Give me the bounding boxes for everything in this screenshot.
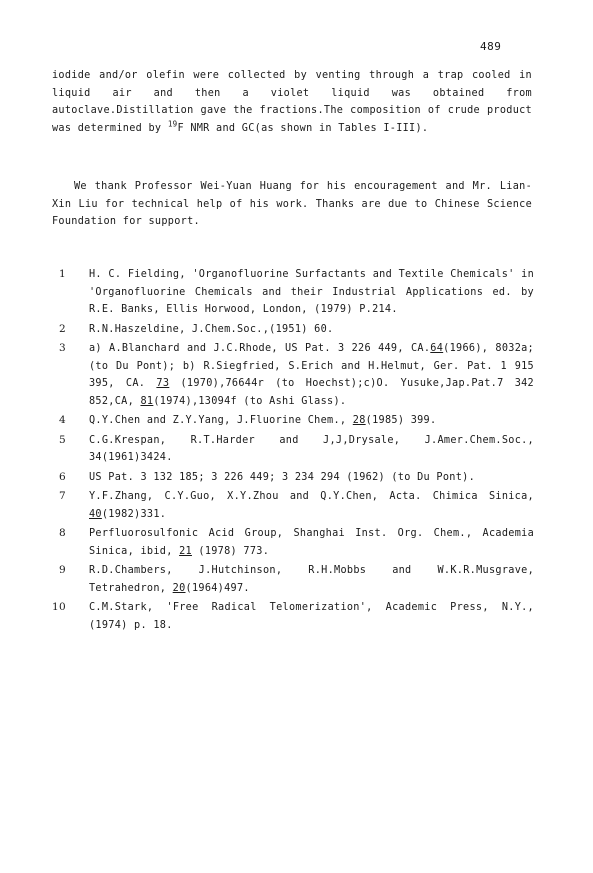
intro-paragraph: [52, 67, 532, 137]
superscript-19: 19: [167, 119, 178, 129]
intro-text-after-superscript: F NMR and GC(as shown in Tables I-III).: [177, 122, 429, 134]
reference-text: [89, 340, 534, 410]
reference-number: 5: [59, 433, 66, 446]
reference-text-segment: (1974),13094f (to Ashi Glass).: [153, 395, 347, 407]
reference-item: [52, 321, 534, 339]
reference-text: [89, 321, 534, 339]
reference-number: 3: [59, 342, 66, 354]
reference-item: [52, 432, 534, 467]
reference-volume-underlined: 21: [179, 545, 192, 557]
reference-text-segment: C.G.Krespan, R.T.Harder and J,J,Drysale, J.Amer.Chem.Soc., 34(1961)3424.: [89, 434, 534, 463]
reference-volume-underlined: 28: [352, 415, 366, 426]
reference-text-segment: a) A.Blanchard and J.C.Rhode, US Pat. 3 226 449, CA.: [89, 343, 431, 354]
reference-text-segment: Y.F.Zhang, C.Y.Guo, X.Y.Zhou and Q.Y.Chen, Acta. Chimica Sinica,: [89, 491, 534, 502]
reference-number: 4: [59, 414, 66, 426]
reference-item: [52, 469, 534, 487]
reference-text: [89, 266, 534, 319]
reference-list: [52, 266, 534, 636]
reference-volume-underlined: 20: [172, 582, 186, 594]
reference-volume-underlined: 81: [140, 395, 154, 407]
reference-text: [89, 412, 534, 430]
reference-text-segment: (1964)497.: [185, 582, 250, 594]
reference-item: [52, 266, 534, 319]
acknowledgement-paragraph: We thank Professor Wei-Yuan Huang for his encouragement and Mr. Lian-Xin Liu for technical help of his work. Thanks are due to Chinese Science Foundation for support.: [52, 181, 532, 227]
reference-item: [52, 488, 534, 523]
reference-text-segment: (1978) 773.: [191, 545, 270, 557]
page-number: 489: [480, 40, 502, 53]
reference-text-segment: (1970),76644r (to Hoechst);c)O. Yusuke,Jap.Pat.7 342 852,CA,: [89, 378, 534, 407]
reference-text-segment: Perfluorosulfonic Acid Group, Shanghai Inst. Org. Chem., Academia Sinica, ibid,: [89, 528, 534, 557]
reference-text: [89, 469, 534, 487]
reference-text: [89, 432, 534, 467]
reference-item: [52, 562, 534, 597]
reference-number: 10: [52, 601, 66, 613]
reference-item: [52, 340, 534, 410]
reference-text-segment: R.D.Chambers, J.Hutchinson, R.H.Mobbs and W.K.R.Musgrave, Tetrahedron,: [89, 565, 534, 594]
reference-text: [89, 599, 534, 634]
reference-text-segment: H. C. Fielding, 'Organofluorine Surfactants and Textile Chemicals' in 'Organofluorine Chemicals and their Industrial Applications ed. by R.E. Banks, Ellis Horwood, London, (1979) P.214.: [89, 269, 534, 315]
reference-text-segment: C.M.Stark, 'Free Radical Telomerization', Academic Press, N.Y., (1974) p. 18.: [89, 602, 534, 631]
reference-number: 9: [59, 564, 66, 576]
reference-text-segment: (1985) 399.: [365, 415, 437, 426]
reference-item: [52, 599, 534, 634]
reference-number: 7: [59, 490, 66, 502]
reference-text: [89, 488, 534, 523]
reference-item: [52, 412, 534, 430]
reference-item: [52, 525, 534, 560]
reference-text-segment: R.N.Haszeldine, J.Chem.Soc.,(1951) 60.: [89, 323, 334, 335]
reference-text-segment: (1982)331.: [101, 508, 167, 520]
reference-text: [89, 525, 534, 560]
reference-volume-underlined: 40: [89, 508, 102, 520]
reference-number: 1: [59, 268, 66, 280]
reference-text: [89, 562, 534, 597]
reference-text-segment: Q.Y.Chen and Z.Y.Yang, J.Fluorine Chem.,: [89, 415, 353, 426]
reference-volume-underlined: 73: [156, 378, 170, 389]
reference-number: 8: [59, 527, 66, 539]
reference-text-segment: US Pat. 3 132 185; 3 226 449; 3 234 294 (1962) (to Du Pont).: [89, 471, 476, 483]
reference-volume-underlined: 64: [430, 343, 444, 354]
reference-text-segment: (1966), 8032a; (to Du Pont); b) R.Siegfried, S.Erich and H.Helmut, Ger. Pat. 1 915 395, CA.: [89, 343, 534, 389]
intro-text-before-superscript: iodide and/or olefin were collected by venting through a trap cooled in liquid air and then a violet liquid was obtained from autoclave.Distillation gave the fractions.The composition of crude product was determined by: [52, 70, 532, 134]
reference-number: 6: [59, 470, 66, 483]
reference-number: 2: [59, 322, 66, 335]
